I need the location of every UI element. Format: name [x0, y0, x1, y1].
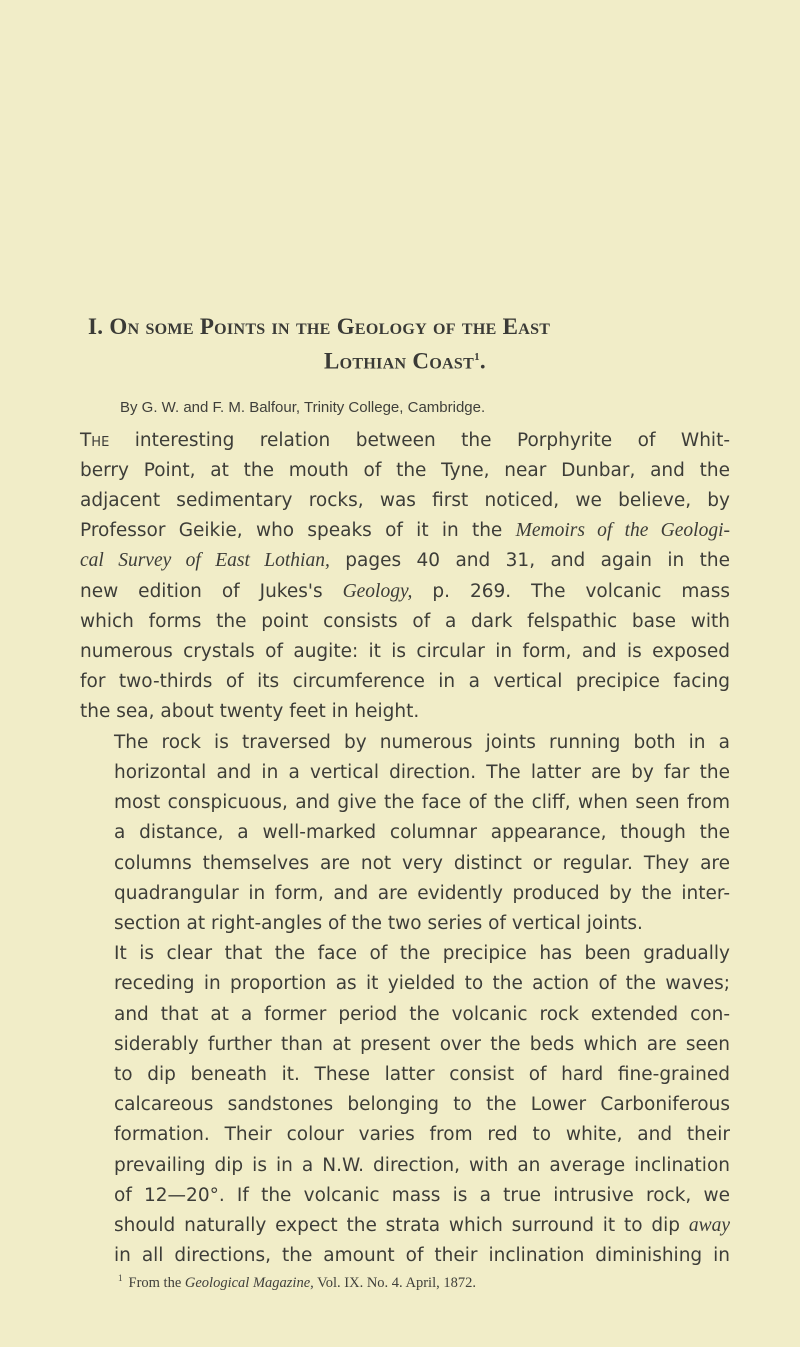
- text-line: should naturally expect the strata which surround it to dip: [114, 1214, 681, 1236]
- text-line: p. 269. The volcanic mass: [432, 580, 730, 602]
- paragraph-1: [80, 426, 730, 728]
- title-period: .: [479, 348, 486, 374]
- text-line: prevailing dip is in a N.W. direction, with an average inclination: [114, 1154, 730, 1176]
- italic-title: Memoirs of the Geologi-: [515, 520, 730, 542]
- paragraph-3: [80, 939, 730, 1271]
- text-line: of 12—20°. If the volcanic mass is a true intrusive rock, we: [114, 1184, 730, 1206]
- footnote-text: Vol. IX. No. 4. April, 1872.: [317, 1275, 476, 1292]
- text-line: siderably further than at present over the beds which are seen: [114, 1033, 730, 1055]
- text-line: the sea, about twenty feet in height.: [80, 701, 420, 723]
- text-line: It is clear that the face of the precipice has been gradually: [114, 943, 730, 965]
- text-line: adjacent sedimentary rocks, was first noticed, we believe, by: [80, 490, 730, 512]
- text-line: to dip beneath it. These latter consist of hard fine-grained: [114, 1063, 730, 1085]
- footnote-text: From the: [128, 1275, 182, 1292]
- text-line: which forms the point consists of a dark felspathic base with: [80, 610, 730, 632]
- byline: By G. W. and F. M. Balfour, Trinity College, Cambridge.: [120, 398, 486, 416]
- text-line: interesting relation between the Porphyrite of Whit-: [134, 429, 730, 451]
- footnote-marker: 1: [474, 351, 480, 363]
- text-line: most conspicuous, and give the face of the cliff, when seen from: [114, 792, 730, 814]
- title-line-2: Lothian Coast: [324, 348, 475, 374]
- text-line: Professor Geikie, who speaks of it in the: [80, 520, 503, 542]
- text-line: and that at a former period the volcanic rock extended con-: [114, 1003, 730, 1025]
- text-line: new edition of Jukes's: [80, 580, 323, 602]
- footnote-number: 1: [118, 1273, 123, 1284]
- article-body: [80, 426, 730, 1272]
- page: [80, 312, 730, 1292]
- footnote-italic: Geological Magazine,: [184, 1275, 314, 1292]
- text-line: berry Point, at the mouth of the Tyne, near Dunbar, and the: [80, 459, 730, 481]
- article-title: [80, 312, 730, 377]
- text-line: quadrangular in form, and are evidently produced by the inter-: [114, 882, 730, 904]
- italic-title: Geology,: [342, 580, 413, 602]
- text-line: section at right-angles of the two series of vertical joints.: [114, 912, 643, 934]
- italic-word: away: [688, 1214, 731, 1236]
- footnote: [80, 1273, 730, 1292]
- text-line: numerous crystals of augite: it is circular in form, and is exposed: [80, 641, 730, 663]
- text-line: formation. Their colour varies from red to white, and their: [114, 1124, 730, 1146]
- text-line: a distance, a well-marked columnar appearance, though the: [114, 822, 730, 844]
- italic-title: cal Survey of East Lothian,: [80, 550, 330, 572]
- text-line: in all directions, the amount of their inclination diminishing in: [114, 1245, 730, 1267]
- text-line: The rock is traversed by numerous joints running both in a: [114, 731, 730, 753]
- dropword: The: [80, 429, 110, 451]
- paragraph-2: [80, 728, 730, 939]
- text-line: columns themselves are not very distinct or regular. They are: [114, 852, 730, 874]
- text-line: for two-thirds of its circumference in a vertical precipice facing: [80, 671, 730, 693]
- text-line: pages 40 and 31, and again in the: [345, 550, 730, 572]
- article-number: I.: [88, 314, 104, 339]
- text-line: receding in proportion as it yielded to the action of the waves;: [114, 973, 730, 995]
- text-line: horizontal and in a vertical direction. The latter are by far the: [114, 761, 730, 783]
- title-line-1: On some Points in the Geology of the East: [109, 314, 551, 339]
- text-line: calcareous sandstones belonging to the Lower Carboniferous: [114, 1094, 730, 1116]
